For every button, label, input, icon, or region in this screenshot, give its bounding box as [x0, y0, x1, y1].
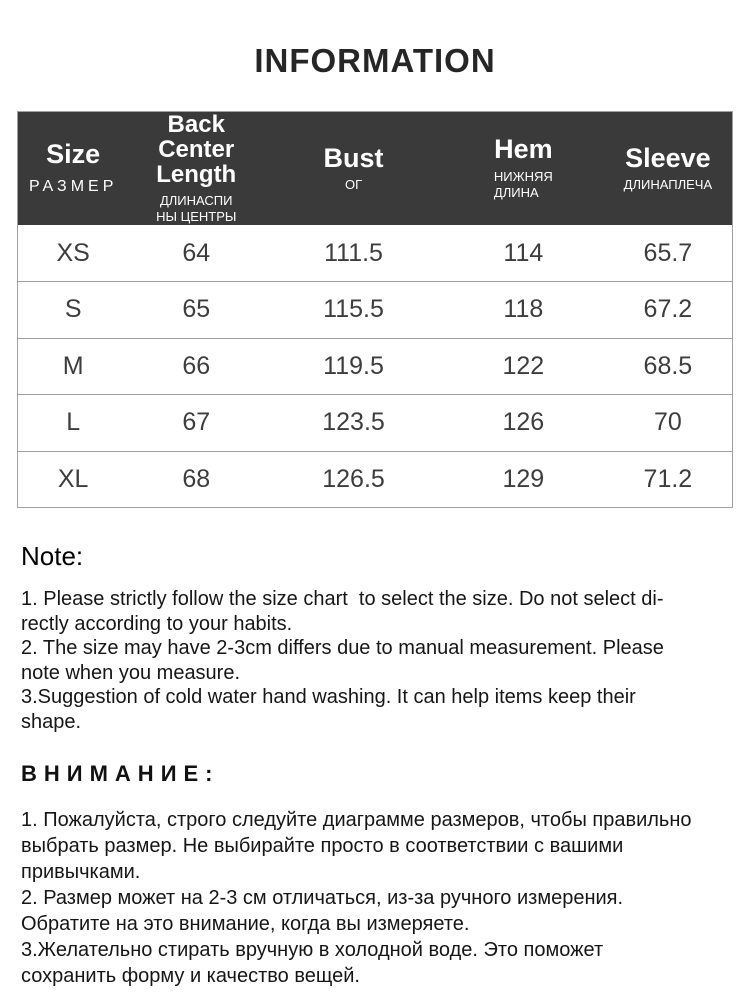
note-item: 2. The size may have 2-3cm differs due to manual measurement. Please note when you measure.	[21, 637, 664, 684]
page-title: INFORMATION	[254, 42, 496, 79]
header-cell-hem	[443, 112, 604, 226]
cell-sleeve: 71.2	[604, 451, 733, 508]
header-sublabel-back-center-length: ДЛИНАСПИ НЫ ЦЕНТРЫ	[156, 192, 237, 224]
table-row	[18, 282, 733, 339]
cell-size: L	[18, 395, 129, 452]
attention-item: 3.Желательно стирать вручную в холодной воде. Это поможет сохранить форму и качество вещей.	[21, 939, 604, 988]
header-label-size: Size	[46, 139, 101, 170]
header-cell-back-center-length	[128, 112, 264, 226]
attention-item: 1. Пожалуйста, строго следуйте диаграмме размеров, чтобы правильно выбрать размер. Не выбирайте просто в соответствии с вашими привычками.	[21, 809, 692, 884]
cell-bust: 111.5	[264, 225, 443, 282]
cell-sleeve: 70	[604, 395, 733, 452]
table-header-row	[18, 112, 733, 226]
cell-bust: 115.5	[264, 282, 443, 339]
header-sublabel-size: РАЗМЕР	[28, 177, 118, 195]
note-item: 3.Suggestion of cold water hand washing. It can help items keep their shape.	[21, 686, 636, 733]
cell-back-center-length: 68	[128, 451, 264, 508]
cell-sleeve: 68.5	[604, 338, 733, 395]
table-row	[18, 395, 733, 452]
cell-bust: 119.5	[264, 338, 443, 395]
header-label-bust: Bust	[323, 142, 384, 173]
attention-item: 2. Размер может на 2-3 см отличаться, из-за ручного измерения. Обратите на это внимание, когда вы измеряете.	[21, 887, 624, 936]
header-sublabel-bust: ОГ	[344, 177, 363, 193]
cell-sleeve: 67.2	[604, 282, 733, 339]
cell-size: XS	[18, 225, 129, 282]
note-heading: Note:	[21, 541, 84, 572]
header-sublabel-hem: НИЖНЯЯ ДЛИНА	[493, 168, 553, 200]
note-item: 1. Please strictly follow the size chart to select the size. Do not select di- rectly according to your habits.	[21, 588, 664, 635]
header-cell-size	[18, 112, 129, 226]
cell-size: XL	[18, 451, 129, 508]
cell-sleeve: 65.7	[604, 225, 733, 282]
cell-back-center-length: 67	[128, 395, 264, 452]
size-chart-table	[17, 111, 733, 508]
cell-back-center-length: 65	[128, 282, 264, 339]
header-label-hem: Hem	[494, 134, 553, 165]
table-row	[18, 225, 733, 282]
header-label-sleeve: Sleeve	[625, 142, 711, 173]
header-cell-bust	[264, 112, 443, 226]
cell-size: M	[18, 338, 129, 395]
cell-hem: 126	[443, 395, 604, 452]
header-sublabel-sleeve: ДЛИНАПЛЕЧА	[623, 177, 713, 193]
cell-hem: 114	[443, 225, 604, 282]
cell-size: S	[18, 282, 129, 339]
cell-back-center-length: 66	[128, 338, 264, 395]
header-cell-sleeve	[604, 112, 733, 226]
attention-section	[17, 761, 733, 989]
attention-heading: ВНИМАНИЕ:	[21, 761, 220, 787]
cell-hem: 122	[443, 338, 604, 395]
cell-hem: 118	[443, 282, 604, 339]
table-row	[18, 338, 733, 395]
cell-bust: 126.5	[264, 451, 443, 508]
cell-bust: 123.5	[264, 395, 443, 452]
table-row	[18, 451, 733, 508]
cell-back-center-length: 64	[128, 225, 264, 282]
header-label-back-center-length: Back Center Length	[156, 111, 237, 189]
note-section	[17, 541, 733, 734]
cell-hem: 129	[443, 451, 604, 508]
